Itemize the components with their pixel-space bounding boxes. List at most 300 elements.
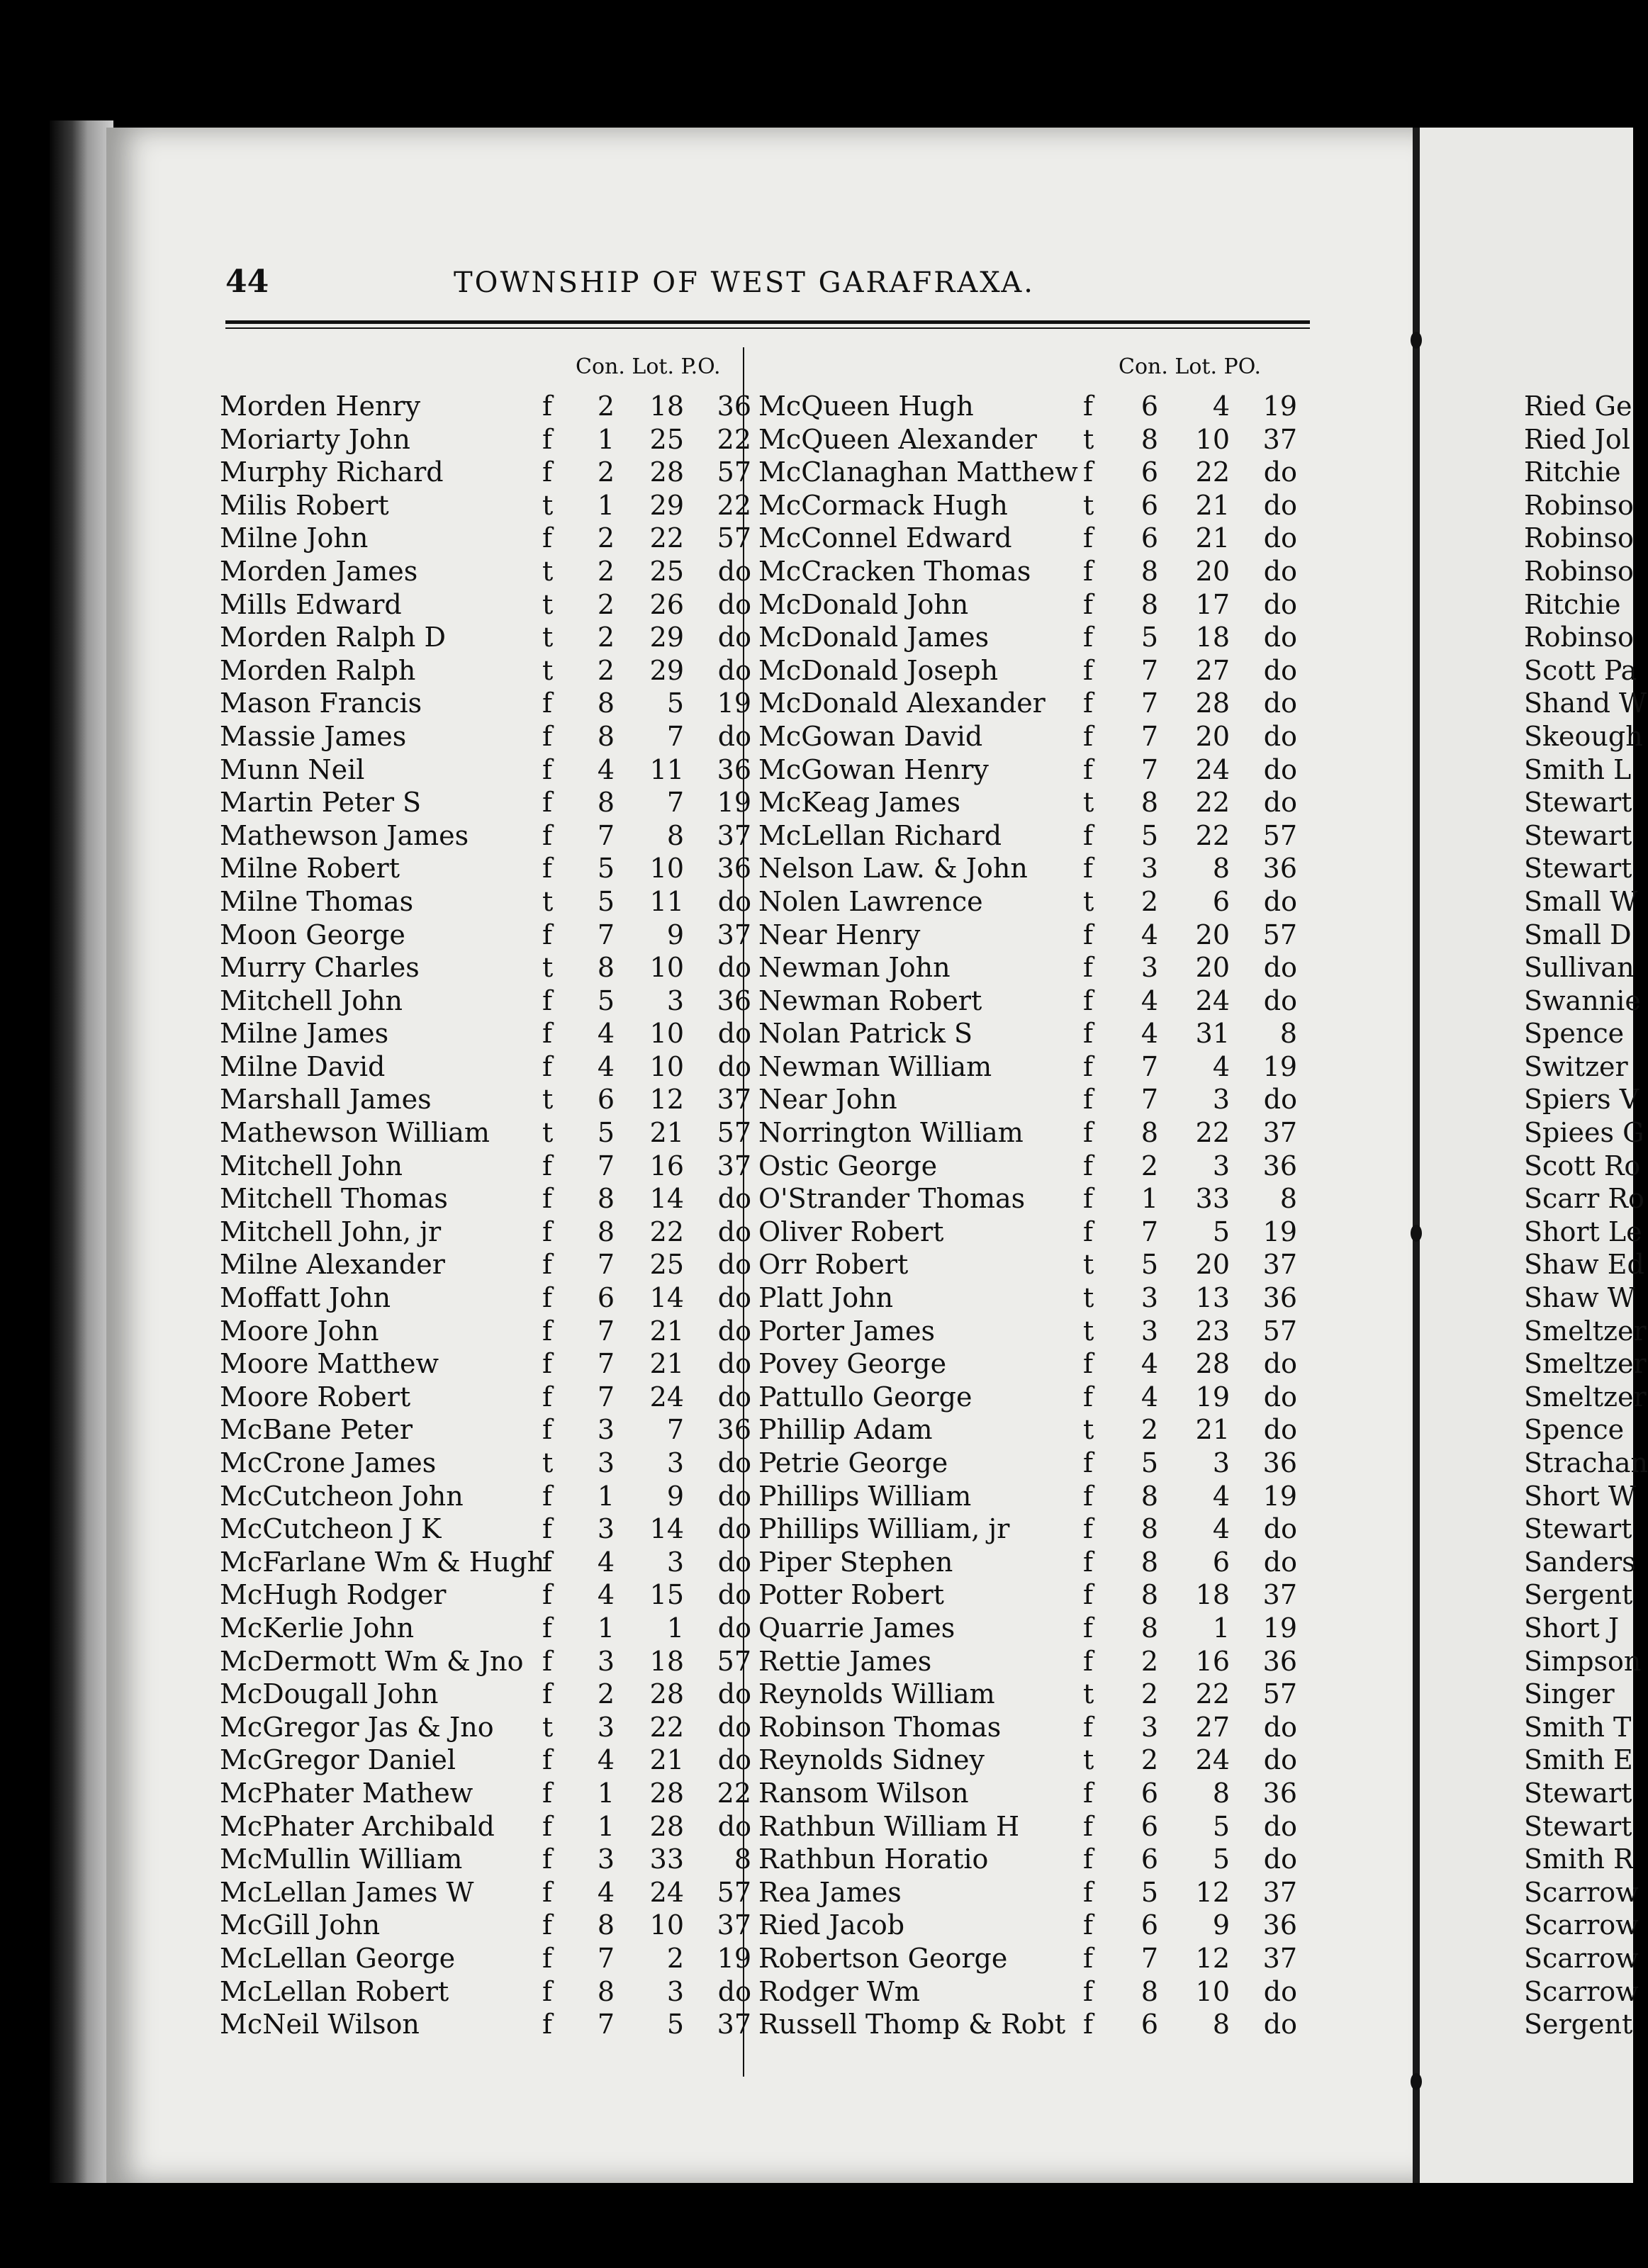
entry-po: 36 <box>1262 1282 1297 1314</box>
entry-po: 57 <box>717 1876 751 1908</box>
entry-ft: t <box>1083 1282 1094 1314</box>
directory-entry <box>220 1744 751 1777</box>
directory-entry <box>220 1413 751 1447</box>
entry-con: 5 <box>1140 1876 1159 1908</box>
directory-entry <box>758 621 1311 654</box>
entry-po: do <box>1263 1084 1297 1116</box>
entry-ft: t <box>1083 1249 1094 1281</box>
entry-ft: t <box>1083 489 1094 521</box>
directory-entry <box>758 1017 1311 1050</box>
entry-lot: 12 <box>1195 1876 1230 1908</box>
entry-con: 4 <box>1140 919 1159 950</box>
entry-ft: f <box>1083 1117 1094 1149</box>
directory-entry <box>758 456 1311 489</box>
directory-entry <box>758 1216 1311 1249</box>
directory-entry <box>220 1347 751 1381</box>
entry-lot: 10 <box>649 1909 684 1941</box>
clipped-entry <box>1524 654 1637 687</box>
directory-entry <box>758 1578 1311 1612</box>
entry-name: Moore Robert <box>220 1381 411 1413</box>
directory-entry <box>220 984 751 1018</box>
entry-name: Mills Edward <box>220 588 402 620</box>
entry-lot: 3 <box>666 1447 684 1478</box>
entry-lot: 28 <box>649 1777 684 1809</box>
directory-entry <box>758 819 1311 853</box>
clipped-entry <box>1524 951 1633 984</box>
entry-ft: f <box>542 1876 553 1908</box>
entry-ft: f <box>542 423 553 455</box>
entry-name: Shaw W <box>1524 1282 1635 1314</box>
entry-ft: f <box>1083 1084 1094 1116</box>
entry-ft: f <box>1083 1909 1094 1941</box>
entry-po: do <box>717 1612 751 1644</box>
directory-entry <box>758 1810 1311 1843</box>
entry-con: 4 <box>1140 1381 1159 1413</box>
entry-name: Munn Neil <box>220 753 365 785</box>
entry-lot: 21 <box>649 1117 684 1149</box>
entry-ft: f <box>1083 1975 1094 2007</box>
directory-entry <box>758 1975 1311 2009</box>
entry-con: 7 <box>1140 1050 1159 1082</box>
entry-po: do <box>717 654 751 686</box>
entry-po: do <box>717 555 751 587</box>
entry-lot: 29 <box>649 654 684 686</box>
entry-ft: f <box>1083 853 1094 885</box>
entry-con: 8 <box>1140 1546 1159 1578</box>
directory-entry <box>758 390 1311 423</box>
directory-entry <box>220 819 751 853</box>
entry-ft: f <box>1083 1777 1094 1809</box>
entry-name: Murphy Richard <box>220 456 444 488</box>
directory-entry <box>220 1017 751 1050</box>
entry-name: Rodger Wm <box>758 1975 920 2007</box>
entry-con: 3 <box>597 1414 615 1446</box>
entry-name: Porter James <box>758 1315 935 1347</box>
entry-name: Small D <box>1524 919 1632 950</box>
entry-lot: 12 <box>649 1084 684 1116</box>
entry-name: Mason Francis <box>220 687 422 719</box>
entry-po: do <box>717 1282 751 1314</box>
entry-con: 2 <box>597 1678 615 1710</box>
entry-name: Scarrow <box>1524 1942 1639 1974</box>
entry-con: 7 <box>597 2009 615 2040</box>
entry-name: Moffatt John <box>220 1282 391 1314</box>
entry-po: do <box>717 1050 751 1082</box>
entry-po: do <box>1263 1546 1297 1578</box>
entry-name: Moore Matthew <box>220 1348 439 1380</box>
directory-entry <box>758 1678 1311 1711</box>
entry-ft: t <box>542 1084 554 1116</box>
entry-name: Rettie James <box>758 1645 932 1677</box>
header-rule-thin <box>225 327 1310 329</box>
entry-ft: t <box>1083 1414 1094 1446</box>
entry-name: Milne James <box>220 1018 389 1050</box>
entry-po: 36 <box>1262 1909 1297 1941</box>
directory-entry <box>758 423 1311 456</box>
entry-ft: t <box>1083 1315 1094 1347</box>
clipped-entry <box>1524 852 1633 885</box>
entry-ft: f <box>1083 654 1094 686</box>
entry-po: do <box>1263 588 1297 620</box>
entry-lot: 27 <box>1195 654 1230 686</box>
entry-name: Scott Pa <box>1524 654 1637 686</box>
entry-po: do <box>717 1315 751 1347</box>
entry-po: do <box>1263 622 1297 653</box>
entry-con: 4 <box>597 753 615 785</box>
directory-entry <box>220 588 751 622</box>
entry-con: 4 <box>597 1579 615 1611</box>
entry-name: McHugh Rodger <box>220 1579 447 1611</box>
entry-po: 37 <box>717 2009 751 2040</box>
entry-po: 19 <box>1262 1050 1297 1082</box>
entry-lot: 8 <box>666 819 684 851</box>
entry-name: Shaw Ed <box>1524 1249 1644 1281</box>
entry-po: do <box>1263 2009 1297 2040</box>
entry-ft: f <box>542 1018 553 1050</box>
entry-ft: f <box>1083 1612 1094 1644</box>
entry-lot: 19 <box>1195 1381 1230 1413</box>
entry-ft: f <box>1083 1050 1094 1082</box>
entry-name: Potter Robert <box>758 1579 944 1611</box>
entry-ft: f <box>542 1909 553 1941</box>
entry-po: 57 <box>717 456 751 488</box>
clipped-entry <box>1524 1315 1647 1348</box>
entry-lot: 26 <box>649 588 684 620</box>
entry-ft: f <box>542 1414 553 1446</box>
entry-name: McDougall John <box>220 1678 439 1710</box>
clipped-entry <box>1524 1876 1639 1909</box>
directory-entry <box>758 852 1311 885</box>
entry-lot: 3 <box>1212 1150 1230 1181</box>
entry-con: 2 <box>1140 885 1159 917</box>
entry-ft: f <box>1083 952 1094 984</box>
entry-ft: f <box>542 819 553 851</box>
entry-ft: f <box>1083 1348 1094 1380</box>
directory-entry <box>758 1546 1311 1579</box>
entry-lot: 10 <box>649 853 684 885</box>
clipped-entry <box>1524 1711 1633 1744</box>
entry-con: 6 <box>1140 2009 1159 2040</box>
clipped-entry <box>1524 1546 1636 1579</box>
clipped-entry-list <box>1524 390 1648 2041</box>
entry-lot: 8 <box>1212 853 1230 885</box>
entry-lot: 27 <box>1195 1711 1230 1743</box>
entry-ft: f <box>542 1216 553 1247</box>
entry-lot: 3 <box>666 1546 684 1578</box>
entry-name: McCracken Thomas <box>758 555 1031 587</box>
entry-ft: f <box>542 1315 553 1347</box>
entry-lot: 20 <box>1195 1249 1230 1281</box>
clipped-entry <box>1524 786 1633 819</box>
entry-name: Phillips William, jr <box>758 1513 1010 1545</box>
entry-lot: 22 <box>1195 1117 1230 1149</box>
directory-entry <box>220 1810 751 1843</box>
entry-ft: t <box>542 1447 554 1478</box>
entry-name: Moriarty John <box>220 423 410 455</box>
entry-lot: 23 <box>1195 1315 1230 1347</box>
entry-name: McGill John <box>220 1909 381 1941</box>
clipped-entry <box>1524 1083 1639 1116</box>
entry-po: 57 <box>717 1117 751 1149</box>
entry-ft: f <box>542 1843 553 1875</box>
entry-con: 8 <box>1140 1975 1159 2007</box>
entry-name: McDonald Alexander <box>758 687 1046 719</box>
entry-ft: f <box>542 1381 553 1413</box>
entry-lot: 8 <box>1212 2009 1230 2040</box>
clipped-entry <box>1524 1413 1633 1447</box>
entry-lot: 8 <box>1212 1777 1230 1809</box>
entry-po: do <box>1263 1414 1297 1446</box>
entry-po: do <box>717 622 751 653</box>
entry-name: Simpson <box>1524 1645 1642 1677</box>
directory-entry <box>220 522 751 555</box>
entry-ft: t <box>1083 885 1094 917</box>
clipped-entry <box>1524 885 1638 919</box>
entry-con: 2 <box>597 654 615 686</box>
clipped-entry <box>1524 1347 1647 1381</box>
entry-lot: 29 <box>649 489 684 521</box>
clipped-entry <box>1524 522 1633 555</box>
entry-po: do <box>1263 984 1297 1016</box>
entry-po: 19 <box>1262 391 1297 422</box>
clipped-entry <box>1524 1281 1633 1315</box>
entry-name: Skeough <box>1524 720 1643 752</box>
entry-name: Near Henry <box>758 919 921 950</box>
entry-lot: 24 <box>1195 984 1230 1016</box>
book-binding <box>50 120 113 2190</box>
directory-entry <box>758 1612 1311 1645</box>
entry-con: 8 <box>597 787 615 819</box>
directory-entry <box>220 390 751 423</box>
entry-con: 1 <box>1140 1183 1159 1215</box>
entry-name: Stewart <box>1524 819 1632 851</box>
directory-entry <box>220 1612 751 1645</box>
entry-con: 5 <box>597 885 615 917</box>
entry-name: McLellan George <box>220 1942 456 1974</box>
entry-po: 36 <box>1262 1150 1297 1181</box>
entry-ft: f <box>542 1050 553 1082</box>
entry-name: Scott Ro <box>1524 1150 1641 1181</box>
entry-lot: 28 <box>1195 1348 1230 1380</box>
directory-entry <box>220 1645 751 1678</box>
entry-po: do <box>717 1216 751 1247</box>
entry-po: 19 <box>717 1942 751 1974</box>
entry-name: Mitchell Thomas <box>220 1183 448 1215</box>
entry-lot: 3 <box>1212 1447 1230 1478</box>
entry-po: do <box>1263 720 1297 752</box>
entry-name: Quarrie James <box>758 1612 955 1644</box>
entry-lot: 33 <box>1195 1183 1230 1215</box>
entry-con: 5 <box>597 1117 615 1149</box>
entry-lot: 21 <box>649 1744 684 1776</box>
directory-entry <box>220 1447 751 1480</box>
entry-con: 3 <box>1140 1315 1159 1347</box>
entry-name: Morden Ralph <box>220 654 416 686</box>
directory-entry <box>758 1050 1311 1084</box>
entry-name: Norrington William <box>758 1117 1024 1149</box>
entry-po: do <box>1263 456 1297 488</box>
directory-entry <box>758 1083 1311 1116</box>
entry-lot: 28 <box>1195 687 1230 719</box>
entry-ft: f <box>1083 1876 1094 1908</box>
entry-po: do <box>717 1480 751 1512</box>
directory-entry <box>220 1315 751 1348</box>
entry-name: Reynolds William <box>758 1678 995 1710</box>
entry-name: Robinso <box>1524 622 1634 653</box>
entry-con: 6 <box>1140 1777 1159 1809</box>
entry-con: 4 <box>597 1050 615 1082</box>
left-column-header: Con. Lot. P.O. <box>576 354 721 379</box>
entry-con: 3 <box>597 1843 615 1875</box>
entry-name: Rathbun William H <box>758 1810 1020 1842</box>
entry-lot: 14 <box>649 1183 684 1215</box>
entry-lot: 25 <box>649 555 684 587</box>
entry-name: Spence <box>1524 1414 1625 1446</box>
directory-entry <box>758 1711 1311 1744</box>
entry-con: 8 <box>1140 1480 1159 1512</box>
entry-lot: 10 <box>1195 1975 1230 2007</box>
entry-lot: 15 <box>649 1579 684 1611</box>
entry-con: 5 <box>1140 819 1159 851</box>
entry-con: 6 <box>597 1282 615 1314</box>
clipped-entry <box>1524 1248 1644 1281</box>
entry-con: 6 <box>1140 1909 1159 1941</box>
entry-ft: f <box>542 1777 553 1809</box>
entry-lot: 7 <box>666 787 684 819</box>
entry-con: 7 <box>597 1942 615 1974</box>
entry-con: 5 <box>1140 1447 1159 1478</box>
entry-lot: 20 <box>1195 919 1230 950</box>
entry-con: 8 <box>1140 588 1159 620</box>
directory-entry <box>220 1050 751 1084</box>
header-rule <box>225 320 1310 324</box>
clipped-entry <box>1524 456 1633 489</box>
right-entry-list <box>758 390 1311 2041</box>
entry-name: Mitchell John <box>220 1150 403 1181</box>
directory-entry <box>220 555 751 588</box>
clipped-entry <box>1524 720 1643 753</box>
entry-lot: 3 <box>1212 1084 1230 1116</box>
entry-con: 7 <box>1140 720 1159 752</box>
entry-name: Smith R <box>1524 1843 1634 1875</box>
entry-name: Strachan <box>1524 1447 1648 1478</box>
directory-entry <box>758 1843 1311 1876</box>
directory-entry <box>758 1413 1311 1447</box>
entry-ft: f <box>1083 456 1094 488</box>
entry-name: Stewart <box>1524 853 1632 885</box>
directory-entry <box>758 489 1311 522</box>
entry-con: 5 <box>597 853 615 885</box>
entry-lot: 16 <box>1195 1645 1230 1677</box>
directory-entry <box>220 1876 751 1909</box>
directory-entry <box>220 1546 751 1579</box>
directory-entry <box>758 1909 1311 1942</box>
entry-ft: f <box>542 919 553 950</box>
entry-name: Sergent <box>1524 2009 1633 2040</box>
directory-entry <box>758 555 1311 588</box>
entry-po: 37 <box>1262 1249 1297 1281</box>
entry-po: do <box>1263 753 1297 785</box>
entry-name: McGregor Daniel <box>220 1744 456 1776</box>
entry-name: Mitchell John, jr <box>220 1216 442 1247</box>
entry-con: 7 <box>597 1348 615 1380</box>
entry-con: 8 <box>597 720 615 752</box>
entry-ft: f <box>542 787 553 819</box>
clipped-entry <box>1524 1480 1636 1513</box>
entry-con: 2 <box>597 391 615 422</box>
entry-ft: f <box>542 753 553 785</box>
directory-entry <box>758 786 1311 819</box>
entry-po: 57 <box>717 522 751 554</box>
entry-name: Short Le <box>1524 1216 1642 1247</box>
entry-lot: 12 <box>1195 1942 1230 1974</box>
entry-po: do <box>1263 1975 1297 2007</box>
entry-con: 6 <box>1140 1843 1159 1875</box>
entry-name: McCrone James <box>220 1447 437 1478</box>
entry-po: 22 <box>717 489 751 521</box>
entry-lot: 9 <box>1212 1909 1230 1941</box>
directory-entry <box>220 1512 751 1546</box>
entry-con: 7 <box>1140 654 1159 686</box>
entry-po: 22 <box>717 423 751 455</box>
entry-name: Spiers V <box>1524 1084 1639 1116</box>
entry-ft: f <box>1083 2009 1094 2040</box>
entry-po: do <box>717 588 751 620</box>
entry-name: Povey George <box>758 1348 947 1380</box>
entry-name: Small W <box>1524 885 1638 917</box>
clipped-entry <box>1524 1678 1633 1711</box>
scan-border-top <box>0 0 1633 128</box>
entry-ft: f <box>542 2009 553 2040</box>
entry-lot: 5 <box>666 2009 684 2040</box>
entry-po: do <box>1263 1348 1297 1380</box>
entry-po: 37 <box>1262 1579 1297 1611</box>
entry-con: 7 <box>597 1315 615 1347</box>
clipped-entry <box>1524 1975 1639 2009</box>
entry-lot: 10 <box>649 952 684 984</box>
entry-name: Ritchie <box>1524 588 1621 620</box>
clipped-entry <box>1524 1050 1633 1084</box>
entry-po: do <box>717 1975 751 2007</box>
directory-entry <box>758 1248 1311 1281</box>
entry-po: do <box>1263 489 1297 521</box>
directory-entry <box>758 654 1311 687</box>
entry-ft: f <box>1083 1513 1094 1545</box>
clipped-entry <box>1524 1017 1633 1050</box>
entry-con: 7 <box>1140 687 1159 719</box>
entry-ft: f <box>542 1975 553 2007</box>
entry-con: 6 <box>1140 456 1159 488</box>
entry-con: 3 <box>1140 1282 1159 1314</box>
entry-ft: t <box>542 489 554 521</box>
entry-lot: 5 <box>1212 1810 1230 1842</box>
directory-entry <box>758 1942 1311 1975</box>
entry-con: 5 <box>1140 1249 1159 1281</box>
entry-lot: 5 <box>1212 1216 1230 1247</box>
entry-name: Sergent <box>1524 1579 1633 1611</box>
directory-entry <box>758 720 1311 753</box>
entry-con: 7 <box>597 819 615 851</box>
entry-con: 4 <box>1140 1348 1159 1380</box>
entry-name: McMullin William <box>220 1843 463 1875</box>
entry-po: do <box>717 1249 751 1281</box>
entry-ft: t <box>1083 787 1094 819</box>
entry-lot: 7 <box>666 1414 684 1446</box>
entry-name: Robinso <box>1524 555 1634 587</box>
entry-name: Milne Thomas <box>220 885 414 917</box>
entry-name: Spiees G <box>1524 1117 1644 1149</box>
entry-lot: 25 <box>649 1249 684 1281</box>
